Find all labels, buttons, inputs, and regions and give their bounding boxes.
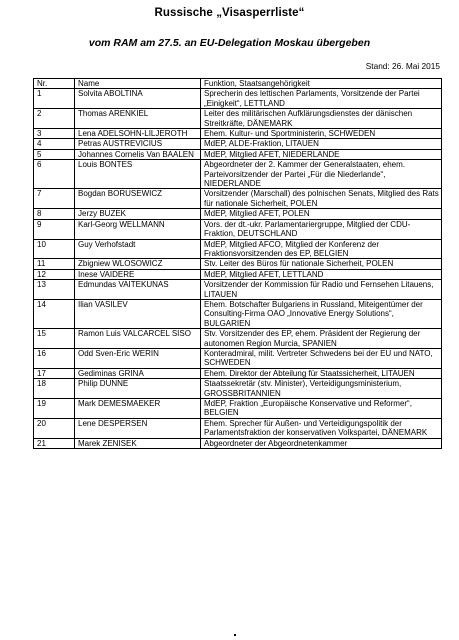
- table-header-row: [34, 79, 442, 89]
- cell-nr: 21: [34, 438, 75, 448]
- table-row: [34, 89, 442, 109]
- cell-name: Guy Verhofstadt: [75, 239, 201, 259]
- cell-nr: 13: [34, 280, 75, 300]
- cell-function: MdEP, Mitglied AFCO, Mitglied der Konferenz der Fraktionsvorsitzenden des EP, BELGIEN: [201, 239, 442, 259]
- cell-name: Zbigniew WLOSOWICZ: [75, 259, 201, 269]
- cell-nr: 7: [34, 189, 75, 209]
- cell-function: MdEP, Mitglied AFET, LETTLAND: [201, 269, 442, 279]
- table-row: [34, 399, 442, 419]
- cell-name: Johannes Cornelis Van BAALEN: [75, 149, 201, 159]
- cell-name: Edmundas VAITEKUNAS: [75, 280, 201, 300]
- cell-name: Lene DESPERSEN: [75, 418, 201, 438]
- cell-nr: 14: [34, 299, 75, 328]
- cell-name: Jerzy BUZEK: [75, 209, 201, 219]
- cell-function: Vorsitzender (Marschall) des polnischen Senats, Mitglied des Rats für nationale Sicherheit, POLEN: [201, 189, 442, 209]
- cell-nr: 1: [34, 89, 75, 109]
- cell-name: Louis BONTES: [75, 160, 201, 189]
- cell-name: Mark DEMESMAEKER: [75, 399, 201, 419]
- table-row: [34, 219, 442, 239]
- cell-name: Solvita ABOLTINA: [75, 89, 201, 109]
- table-row: [34, 160, 442, 189]
- cell-name: Thomas ARENKIEL: [75, 109, 201, 129]
- table-row: [34, 280, 442, 300]
- document-subtitle: vom RAM am 27.5. an EU-Delegation Moskau übergeben: [88, 37, 371, 49]
- cell-nr: 8: [34, 209, 75, 219]
- table-row: [34, 239, 442, 259]
- column-header-function: Funktion, Staatsangehörigkeit: [201, 79, 442, 89]
- cell-name: Odd Sven-Eric WERIN: [75, 348, 201, 368]
- cell-name: Marek ZENISEK: [75, 438, 201, 448]
- cell-function: Vorsitzender der Kommission für Radio und Fernsehen Litauens, LITAUEN: [201, 280, 442, 300]
- cell-function: Ehem. Direktor der Abteilung für Staatssicherheit, LITAUEN: [201, 368, 442, 378]
- cell-nr: 6: [34, 160, 75, 189]
- visa-ban-table: [33, 78, 442, 449]
- cell-function: Stv. Vorsitzender des EP, ehem. Präsident der Regierung der autonomen Region Murcia, SPANIEN: [201, 329, 442, 349]
- cell-name: Ilian VASILEV: [75, 299, 201, 328]
- table-row: [34, 368, 442, 378]
- cell-name: Gediminas GRINA: [75, 368, 201, 378]
- cell-nr: 17: [34, 368, 75, 378]
- cell-function: Abgeordneter der 2. Kammer der Generalstaaten, ehem. Parteivorsitzender der Partei „Für die Niederlande“, NIEDERLANDE: [201, 160, 442, 189]
- cell-function: Staatssekretär (stv. Minister), Verteidigungsministerium, GROSSBRITANNIEN: [201, 379, 442, 399]
- table-row: [34, 438, 442, 448]
- cell-nr: 9: [34, 219, 75, 239]
- table-row: [34, 418, 442, 438]
- cell-name: Inese VAIDERE: [75, 269, 201, 279]
- cell-name: Bogdan BORUSEWICZ: [75, 189, 201, 209]
- table-row: [34, 139, 442, 149]
- cell-nr: 12: [34, 269, 75, 279]
- cell-nr: 3: [34, 129, 75, 139]
- cell-nr: 16: [34, 348, 75, 368]
- cell-nr: 11: [34, 259, 75, 269]
- document-title: Russische „Visasperrliste“: [154, 7, 305, 19]
- column-header-name: Name: [75, 79, 201, 89]
- cell-name: Petras AUSTREVICIUS: [75, 139, 201, 149]
- cell-function: MdEP, Fraktion „Europäische Konservative und Reformer“, BELGIEN: [201, 399, 442, 419]
- cell-function: MdEP, ALDE-Fraktion, LITAUEN: [201, 139, 442, 149]
- table-row: [34, 209, 442, 219]
- table-row: [34, 149, 442, 159]
- cell-nr: 19: [34, 399, 75, 419]
- cell-nr: 18: [34, 379, 75, 399]
- table-row: [34, 189, 442, 209]
- cell-function: MdEP, Mitglied AFET, POLEN: [201, 209, 442, 219]
- table-row: [34, 299, 442, 328]
- cell-nr: 4: [34, 139, 75, 149]
- cell-nr: 10: [34, 239, 75, 259]
- cell-function: Abgeordneter der Abgeordnetenkammer: [201, 438, 442, 448]
- cell-name: Lena ADELSOHN-LILJEROTH: [75, 129, 201, 139]
- cell-function: Konteradmiral, milit. Vertreter Schwedens bei der EU und NATO, SCHWEDEN: [201, 348, 442, 368]
- status-date: Stand: 26. Mai 2015: [365, 61, 440, 71]
- cell-function: MdEP, Mitglied AFET, NIEDERLANDE: [201, 149, 442, 159]
- table-row: [34, 259, 442, 269]
- cell-function: Ehem. Kultur- und Sportministerin, SCHWEDEN: [201, 129, 442, 139]
- cell-function: Ehem. Botschafter Bulgariens in Russland, Miteigentümer der Consulting-Firma OAO „Innovative Energy Solutions“, BULGARIEN: [201, 299, 442, 328]
- table-row: [34, 348, 442, 368]
- column-header-nr: Nr.: [34, 79, 75, 89]
- table-row: [34, 379, 442, 399]
- cell-function: Leiter des militärischen Aufklärungsdienstes der dänischen Streitkräfte, DÄNEMARK: [201, 109, 442, 129]
- table-row: [34, 129, 442, 139]
- cell-nr: 5: [34, 149, 75, 159]
- cell-nr: 2: [34, 109, 75, 129]
- cell-name: Philip DUNNE: [75, 379, 201, 399]
- cell-name: Karl-Georg WELLMANN: [75, 219, 201, 239]
- page-marker: [234, 634, 236, 636]
- table-row: [34, 269, 442, 279]
- cell-function: Stv. Leiter des Büros für nationale Sicherheit, POLEN: [201, 259, 442, 269]
- cell-function: Ehem. Sprecher für Außen- und Verteidigungspolitik der Parlamentsfraktion der konservativen Volkspartei, DÄNEMARK: [201, 418, 442, 438]
- cell-name: Ramon Luis VALCARCEL SISO: [75, 329, 201, 349]
- cell-function: Vors. der dt.-ukr. Parlamentariergruppe, Mitglied der CDU-Fraktion, DEUTSCHLAND: [201, 219, 442, 239]
- table-row: [34, 329, 442, 349]
- cell-nr: 20: [34, 418, 75, 438]
- table-row: [34, 109, 442, 129]
- cell-function: Sprecherin des lettischen Parlaments, Vorsitzende der Partei „Einigkeit“, LETTLAND: [201, 89, 442, 109]
- cell-nr: 15: [34, 329, 75, 349]
